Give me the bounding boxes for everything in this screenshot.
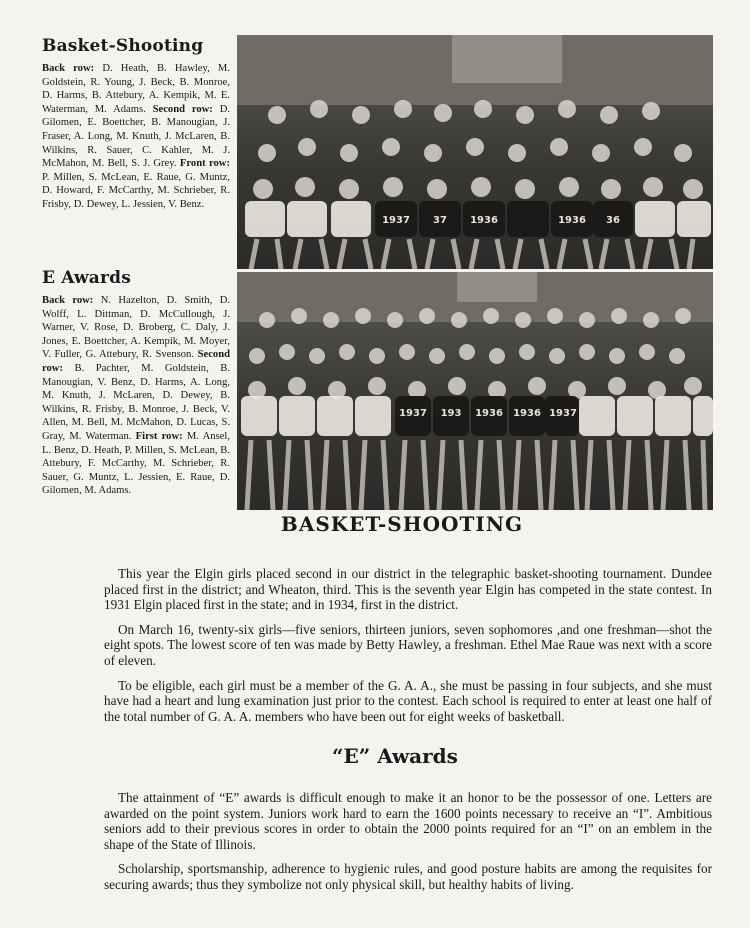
caption-row-names: D. Heath, B. Hawley, M. Goldstein, R. Young, J. Beck, B. Monroe, D. Harms, B. Attebury, A. Kempik, M. E. Waterman, M. Adams.: [42, 63, 230, 115]
basket-shooting-caption-title: Basket-Shooting: [42, 36, 204, 56]
jersey-number: 37: [433, 215, 447, 226]
caption-row-label: Second row:: [152, 103, 213, 115]
caption-row-names: N. Hazelton, D. Smith, D. Wolff, L. Dittman, D. McCullough, J. Warner, V. Rose, D. Broberg, C. Daly, J. Jones, E. Boettcher, A. Kempik, M. Moyer, V. Fuller, G. Attebury, R. Svenson.: [42, 295, 230, 361]
e-awards-caption-title: E Awards: [42, 268, 132, 288]
article-body: [104, 566, 712, 733]
caption-row-names: D. Gilomen, E. Boettcher, B. Manougian, J. Fraser, A. Long, M. Knuth, J. McLaren, B. Wilkins, R. Sauer, C. Kahler, M. J. McMahon, M. Bell, S. J. Grey.: [42, 103, 231, 170]
awards-heading: “E” Awards: [332, 744, 458, 768]
jersey-number: 1936: [470, 215, 498, 226]
caption-row-label: Back row:: [42, 295, 94, 306]
caption-row-names: P. Millen, S. McLean, E. Raue, G. Muntz, D. Howard, F. McCarthy, M. Schrieber, R. Frisby, D. Dewey, L. Jessien, V. Benz.: [42, 171, 230, 210]
caption-row-label: First row:: [135, 430, 183, 442]
jersey-number: 36: [606, 215, 620, 226]
caption-row-names: M. Ansel, L. Benz, D. Heath, P. Millen, S. McLean, B. Attebury, F. McCarthy, M. Schrieber, R. Sauer, G. Muntz, L. Jessien, E. Raue, D. Gilomen, M. Adams.: [42, 430, 230, 497]
e-awards-group-photo: [237, 272, 713, 510]
jersey-number: 1937: [549, 408, 577, 419]
article-paragraph: To be eligible, each girl must be a member of the G. A. A., she must be passing in four subjects, and she must have had a heart and lung examination just prior to the contest. Each school is required to enter at least one half of the total number of G. A. A. members who have been out for eight weeks of basketball.: [104, 677, 712, 724]
caption-row-label: Front row:: [179, 158, 230, 170]
awards-paragraph: The attainment of “E” awards is difficult enough to make it an honor to be the possessor of one. Letters are awarded on the point system. Juniors work hard to earn the 1600 points necessary to receive an “I”. Ambitious seniors add to their previous scores in order to obtain the 2000 points required for an “I” on an emblem in the shape of the State of Illinois.: [104, 790, 712, 852]
basket-shooting-caption: [42, 36, 230, 212]
awards-body: [104, 790, 712, 902]
article-paragraph: On March 16, twenty-six girls—five seniors, thirteen juniors, seven sophomores ,and one freshman—shot the eight spots. The lowest score of ten was made by Betty Hawley, a freshman. Ethel Mae Raue was next with a score of eleven.: [104, 621, 712, 668]
caption-row-label: Second row:: [42, 349, 230, 374]
jersey-number: 193: [440, 408, 462, 419]
article-heading: BASKET-SHOOTING: [280, 512, 524, 536]
jersey-number: 1936: [513, 408, 541, 419]
jersey-number: 1937: [382, 215, 410, 226]
e-awards-caption-text: [42, 294, 230, 498]
group-photo-illustration: [237, 272, 713, 510]
article-paragraph: This year the Elgin girls placed second in our district in the telegraphic basket-shooting tournament. Dundee placed first in the district; and Wheaton, third. This is the seventh year Elgin has competed in the state contest. In 1931 Elgin placed first in the state; and in 1934, first in the district.: [104, 566, 712, 613]
jersey-number: 1936: [558, 215, 586, 226]
basket-shooting-team-photo: [237, 35, 713, 269]
jersey-number: 1937: [399, 408, 427, 419]
caption-row-label: Back row:: [42, 63, 95, 74]
caption-row-names: B. Pachter, M. Goldstein, B. Manougian, V. Benz, D. Harms, A. Long, M. Knuth, J. McLaren, D. Dewey, B. Wilkins, R. Frisby, B. Monroe, J. Beck, V. Allen, M. Bell, M. McMahon, D. Lucas, S. Gray, M. Waterman.: [42, 362, 230, 442]
e-awards-caption: [42, 268, 230, 498]
awards-paragraph: Scholarship, sportsmanship, adherence to hygienic rules, and good posture habits are among the requisites for securing awards; thus they symbolize not only physical skill, but healthy habits of living.: [104, 861, 712, 892]
team-photo-illustration: [237, 35, 713, 269]
jersey-number: 1936: [475, 408, 503, 419]
basket-shooting-caption-text: [42, 62, 230, 212]
